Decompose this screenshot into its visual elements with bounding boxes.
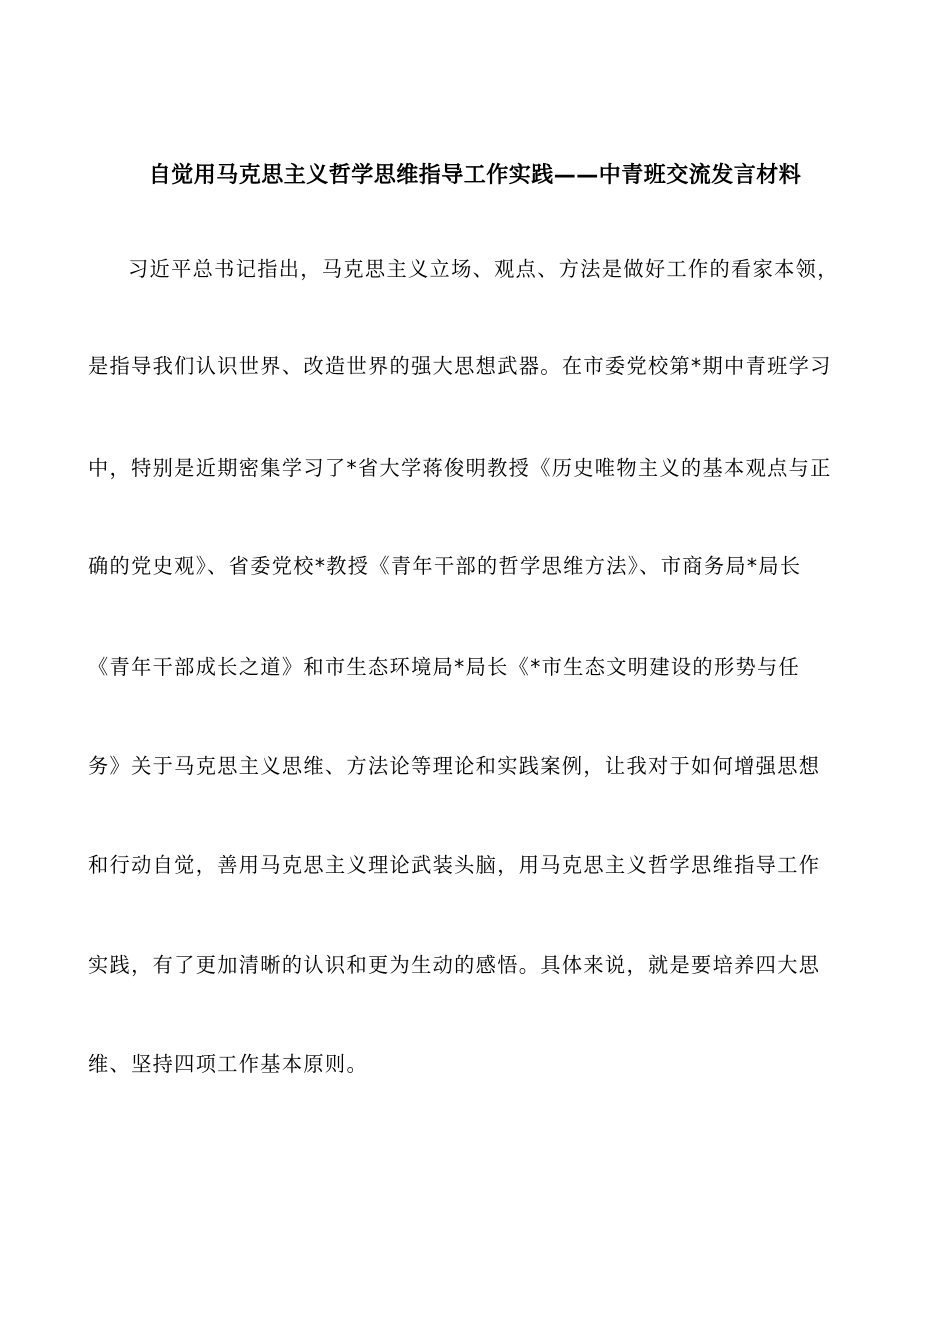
paragraph-line-6: 务》关于马克思主义思维、方法论等理论和实践案例，让我对于如何增强思想 xyxy=(88,754,821,778)
paragraph-line-1: 习近平总书记指出，马克思主义立场、观点、方法是做好工作的看家本领， xyxy=(128,257,839,281)
paragraph-line-4: 确的党史观》、省委党校*教授《青年干部的哲学思维方法》、市商务局*局长 xyxy=(88,554,802,578)
paragraph-line-3: 中，特别是近期密集学习了*省大学蒋俊明教授《历史唯物主义的基本观点与正 xyxy=(88,456,832,480)
paragraph-line-8: 实践，有了更加清晰的认识和更为生动的感悟。具体来说，就是要培养四大思 xyxy=(88,953,821,977)
paragraph-line-7: 和行动自觉，善用马克思主义理论武装头脑，用马克思主义哲学思维指导工作 xyxy=(88,853,821,877)
document-title: 自觉用马克思主义哲学思维指导工作实践——中青班交流发言材料 xyxy=(148,163,802,188)
paragraph-line-5: 《青年干部成长之道》和市生态环境局*局长《*市生态文明建设的形势与任 xyxy=(88,655,801,679)
paragraph-line-2: 是指导我们认识世界、改造世界的强大思想武器。在市委党校第*期中青班学习 xyxy=(88,354,832,378)
paragraph-line-9: 维、坚持四项工作基本原则。 xyxy=(88,1052,368,1076)
